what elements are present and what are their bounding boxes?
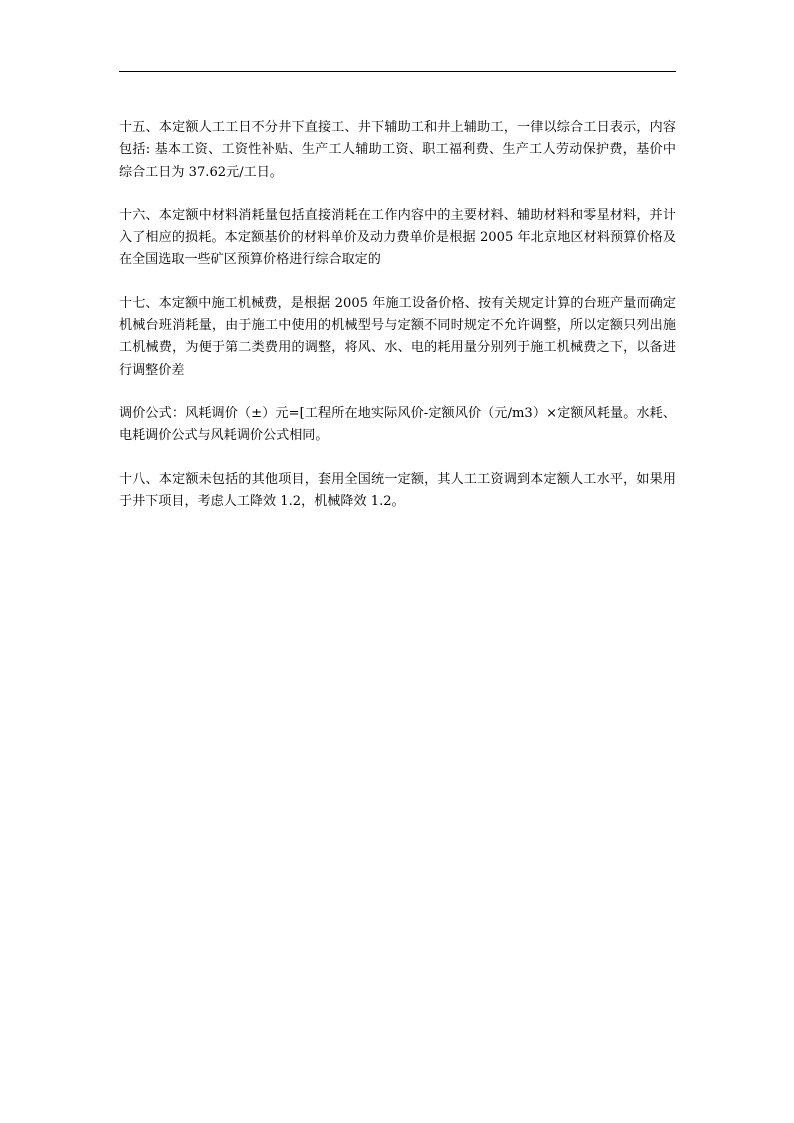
header-rule [119,71,676,72]
paragraph-price-formula: 调价公式：风耗调价（±）元=[工程所在地实际风价-定额风价（元/m3）×定额风耗量。水耗、电耗调价公式与风耗调价公式相同。 [119,405,676,444]
paragraph-15: 十五、本定额人工工日不分井下直接工、井下辅助工和井上辅助工，一律以综合工日表示，内容包括: 基本工资、工资性补贴、生产工人辅助工资、职工福利费、生产工人劳动保护费，基价中综合工日为 37.62元/工日。 [119,120,676,180]
paragraph-17: 十七、本定额中施工机械费，是根据 2005 年施工设备价格、按有关规定计算的台班产量而确定机械台班消耗量，由于施工中使用的机械型号与定额不同时规定不允许调整，所以定额只列出施工机械费，为便于第二类费用的调整，将风、水、电的耗用量分别列于施工机械费之下，以备进行调整价差 [119,295,676,378]
document-body [119,117,676,534]
paragraph-18: 十八、本定额未包括的其他项目，套用全国统一定额，其人工工资调到本定额人工水平，如果用于井下项目，考虑人工降效 1.2，机械降效 1.2。 [119,471,676,509]
paragraph-16: 十六、本定额中材料消耗量包括直接消耗在工作内容中的主要材料、辅助材料和零星材料，并计入了相应的损耗。本定额基价的材料单价及动力费单价是根据 2005 年北京地区材料预算价格及在全国选取一些矿区预算价格进行综合取定的 [119,207,676,268]
